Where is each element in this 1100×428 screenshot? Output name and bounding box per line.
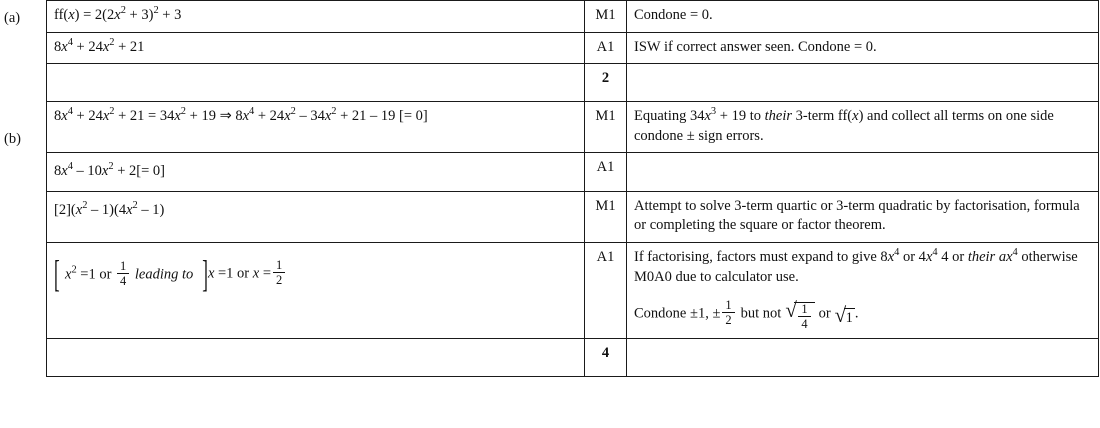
mark-total-a: 2 [585,64,627,102]
notes-b4-their: their [967,248,996,265]
table-row [47,242,1099,338]
condone-prefix: Condone ±1, ± [634,305,721,322]
mark-scheme-table [46,0,1099,377]
notes-cell-a2: ISW if correct answer seen. Condone = 0. [627,32,1099,64]
notes-cell-blank-a [627,64,1099,102]
working-cell-a2: $8x^4 + 24x^2 + 21$ [47,32,585,64]
table-row-total-a [47,64,1099,102]
mark-cell-a1: M1 [585,1,627,33]
notes-b4-p3: 4 or [937,248,968,265]
notes-b1-end: sign errors. [694,127,764,144]
mark-cell-a2: A1 [585,32,627,64]
condone-end: . [854,305,859,322]
working-cell-b2: $8x^4 - 10x^2 + 2[= 0]$ [47,153,585,192]
notes-b4-x1: x [887,248,895,265]
table-row [47,102,1099,153]
working-cell-blank-b [47,338,585,376]
working-cell-b4: [ $x^2 =1$ or $\frac{1}{4}$ leading to ]x =1 or x = $\frac{1}{2}$ [47,242,585,338]
bracketed-expression: [ $x^2 =1$ or $\frac{1}{4}$ leading to ] [54,260,208,288]
condone-fraction: $\frac{1}{2}$ [722,299,734,327]
condone-or: or [818,305,831,322]
notes-b4-p2: or 4 [899,248,926,265]
mark-cell-b2: A1 [585,153,627,192]
working-cell-a1: $ff(x) = 2(2x^2 + 3)^2 + 3$ [47,1,585,33]
condone-middle: but not [740,305,782,322]
table-row [47,1,1099,33]
notes-b4-ax: ax [998,248,1013,265]
notes-cell-a1: Condone = 0. [627,1,1099,33]
working-cell-blank-a [47,64,585,102]
notes-b1-post: 3-term ff( [792,108,853,125]
notes-cell-b4 [627,242,1099,338]
notes-b1-pm: ± [686,127,695,144]
mark-cell-b1: M1 [585,102,627,153]
notes-cell-blank-b [627,338,1099,376]
table-row [47,153,1099,192]
notes-b4-p1: If factorising, factors must expand to give 8 [634,248,888,265]
notes-b1-xv: x [852,108,859,125]
notes-b4-x2: x [925,248,933,265]
table-row [47,32,1099,64]
working-cell-b3: $[2](x^2 - 1)(4x^2 - 1)$ [47,191,585,242]
notes-b1-mid: + 19 to [716,108,765,125]
mark-cell-b4: A1 [585,242,627,338]
notes-b4-e1: 4 [894,247,900,259]
notes-b4-e3: 4 [1012,247,1018,259]
notes-b1-x: x [704,108,711,125]
part-label-a: (a) [4,10,21,26]
table-row-total-b [47,338,1099,376]
working-cell-b1: $8x^4 + 24x^2 + 21 = 34x^2 + 19$ ⇒ $8x^4 + 24x^2 - 34x^2 + 21 - 19$ [= 0] [47,102,585,153]
notes-b1-pre: Equating 34 [634,108,705,125]
mark-cell-b3: M1 [585,191,627,242]
notes-b4-p5: otherwise M0A0 due to calculator use. [634,248,1078,285]
sqrt-fraction: √ $\frac{1}{4}$ [785,302,814,331]
notes-b4-condone [634,299,1091,332]
notes-cell-b3: Attempt to solve 3-term quartic or 3-term quadratic by factorisation, formula or completing the square or factor theorem. [627,191,1099,242]
part-label-b: (b) [4,131,21,147]
notes-cell-b1 [627,102,1099,153]
notes-b1-pow: 3 [710,106,717,118]
mark-total-b: 4 [585,338,627,376]
notes-cell-b2 [627,153,1099,192]
sqrt-one: √ 1 [835,308,855,329]
notes-b1-tail: ) and collect all terms on one side condone [634,108,1054,144]
notes-b4-e2: 4 [932,247,938,259]
notes-b1-their: their [764,108,792,125]
table-row [47,191,1099,242]
notes-b4-main [634,248,1091,287]
